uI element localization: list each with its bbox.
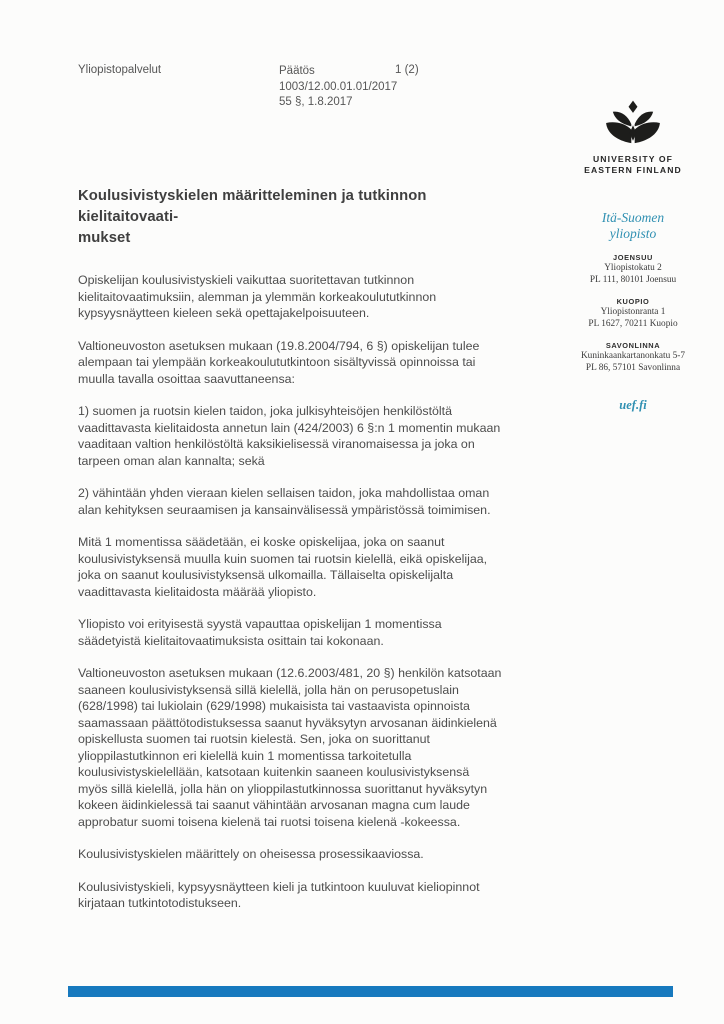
campus-address: Yliopistonranta 1: [600, 307, 666, 317]
paragraph: Koulusivistyskielen määrittely on oheisessa prosessikaaviossa.: [78, 847, 424, 861]
letterhead-sidebar: [557, 98, 709, 413]
paragraph: 1) suomen ja ruotsin kielen taidon, joka julkisyhteisöjen henkilöstöltä vaadittavasta kielitaidosta annetun lain (424/2003) 6 §:n 1 momentin mukaan vaaditaan valtion henkilöstöltä kaksikielisessä viranomaisessa ja joka on tarpeen oman alan kannalta; sekä: [78, 404, 501, 468]
campus-name: JOENSUU: [613, 253, 653, 262]
document-title-line1: Koulusivistyskielen määritteleminen ja tutkinnon kielitaitovaati-: [78, 188, 427, 225]
university-name-en-line1: UNIVERSITY OF: [592, 154, 674, 164]
campus-address: Yliopistokatu 2: [604, 263, 662, 273]
paragraph: Valtioneuvoston asetuksen mukaan (12.6.2003/481, 20 §) henkilön katsotaan saaneen koulusivistyksensä sillä kielellä, jolla hän on perusopetuslain (628/1998) tai lukiolain (629/1998) mukaisista tai vastaavista opinnoista saamassaan päättötodistuksessa saanut hyväksytyn arvosanan äidinkielenä opiskellusta suomen tai ruotsin kielestä. Sen, joka on suorittanut ylioppilastutkinnon eri kielellä kuin 1 momentissa tarkoitetulla koulusivistyskielellään, katsotaan kuitenkin saaneen koulusivistyksensä myös sillä kielellä, jolla hän on ylioppilastutkinnossa suorittanut hyväksytyn kokeen äidinkielessä tai saanut vähintään arvosanan magna cum laude approbatur suomi toisena kielenä tai ruotsi toisena kielenä -kokeessa.: [78, 666, 502, 829]
university-name-en-line2: EASTERN FINLAND: [584, 165, 682, 175]
paragraph: Mitä 1 momentissa säädetään, ei koske opiskelijaa, joka on saanut koulusivistyksensä muulla kuin suomen tai ruotsin kielellä, eikä opiskelijaa, joka on saanut koulusivistyksensä ulkomailla. Tällaiselta opiskelijalta vaadittavasta kielitaidosta määrää yliopisto.: [78, 535, 488, 599]
page-number: 1 (2): [395, 64, 419, 76]
paragraph: Valtioneuvoston asetuksen mukaan (19.8.2004/794, 6 §) opiskelijan tulee alempaan tai ylempään korkeakoulututkintoon sisältyvissä opinnoissa tai muulla tavalla osoittaa saavuttaneensa:: [78, 338, 480, 386]
university-website: uef.fi: [619, 398, 647, 412]
doc-reference: 1003/12.00.01.01/2017: [279, 80, 398, 93]
campus-block-savonlinna: [557, 341, 709, 374]
paragraph: Opiskelijan koulusivistyskieli vaikuttaa suoritettavan tutkinnon kielitaitovaatimuksiin, alemman ja ylemmän korkeakoulututkinnon kypsyysnäytteen kieleen sekä opettajakelpoisuuteen.: [78, 273, 437, 320]
paragraph: Yliopisto voi erityisestä syystä vapauttaa opiskelijan 1 momentissa säädetyistä kielitaitovaatimuksista osittain tai kokonaan.: [78, 617, 442, 648]
doc-type: Päätös: [279, 65, 315, 77]
document-title: [78, 186, 528, 249]
campus-postal: PL 111, 80101 Joensuu: [589, 274, 677, 285]
campus-block-joensuu: [557, 253, 709, 286]
campus-postal: PL 86, 57101 Savonlinna: [585, 362, 681, 373]
footer-accent-bar: [68, 986, 673, 997]
campus-postal: PL 1627, 70211 Kuopio: [588, 318, 678, 329]
document-title-line2: mukset: [78, 230, 131, 246]
campus-address: Kuninkaankartanonkatu 5-7: [580, 351, 686, 361]
university-name-fi-line1: Itä-Suomen: [601, 210, 665, 225]
paragraph: Koulusivistyskieli, kypsyysnäytteen kieli ja tutkintoon kuuluvat kieliopinnot kirjataan tutkintotodistukseen.: [78, 879, 480, 910]
uef-emblem-icon: [605, 98, 661, 148]
campus-block-kuopio: [557, 297, 709, 330]
document-body: [78, 272, 502, 928]
university-name-fi-line2: yliopisto: [609, 226, 657, 241]
campus-name: SAVONLINNA: [605, 341, 661, 350]
paragraph: 2) vähintään yhden vieraan kielen sellaisen taidon, joka mahdollistaa oman alan kehityksen seuraamisen ja kansainvälisessä ympäristössä toimimisen.: [78, 486, 491, 517]
university-name-en: [557, 154, 709, 176]
doc-section-date: 55 §, 1.8.2017: [279, 96, 353, 108]
header-department: Yliopistopalvelut: [78, 64, 162, 76]
header-doc-info: [279, 64, 397, 111]
campus-name: KUOPIO: [616, 297, 650, 306]
university-name-fi: [557, 210, 709, 242]
